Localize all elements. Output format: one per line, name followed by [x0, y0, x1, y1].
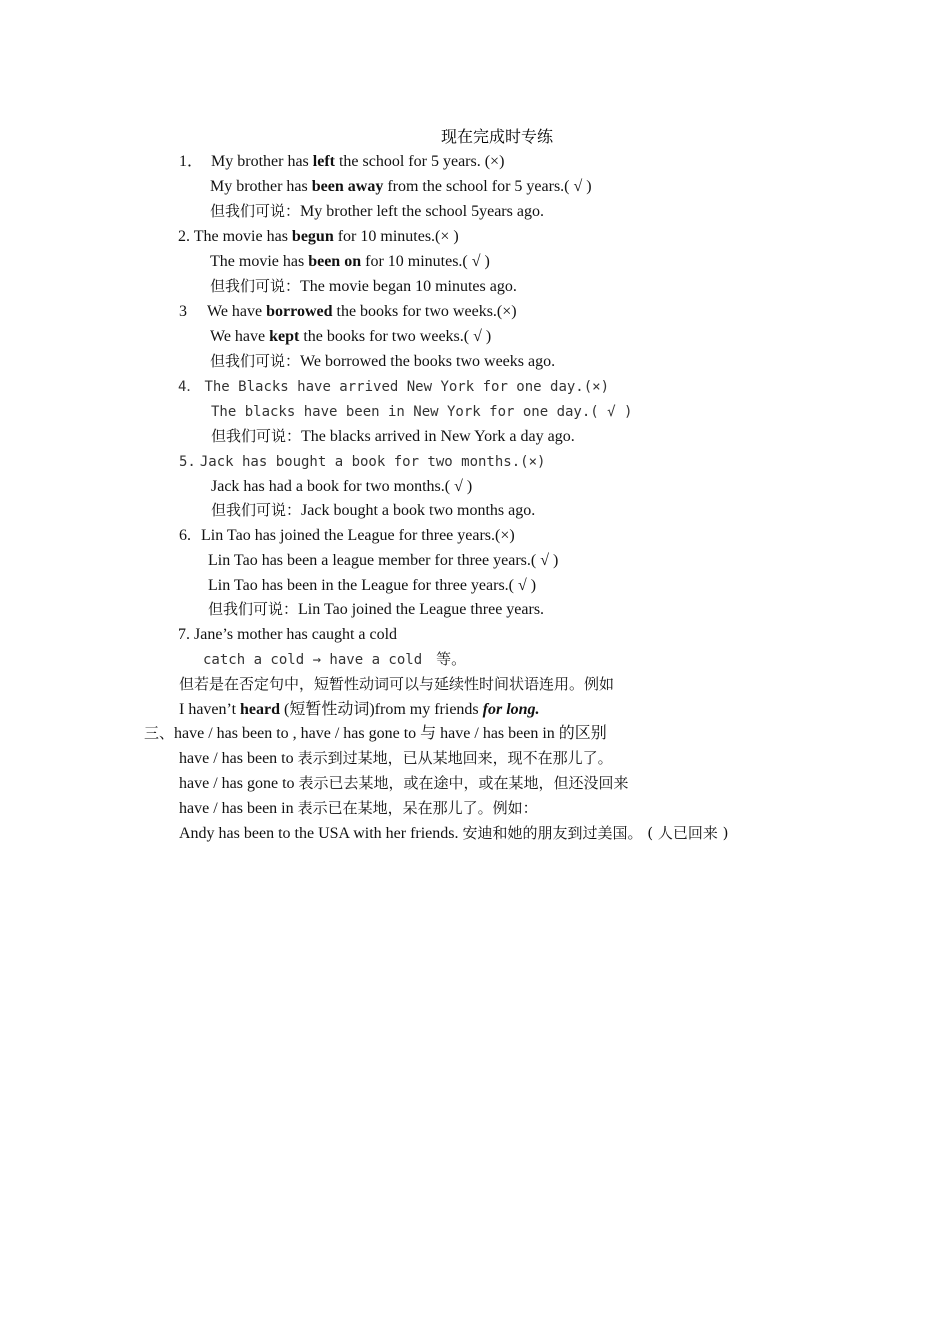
text-line: The blacks have been in New York for one day.( √ ) — [211, 404, 633, 420]
text-line: 3 We have borrowed the books for two weeks.(×) — [179, 303, 517, 320]
item-number: 5. — [179, 454, 196, 470]
text-line: 但我们可说：My brother left the school 5years ago. — [210, 202, 544, 220]
bold-verb: borrowed — [266, 303, 333, 320]
text-line: 但若是在否定句中，短暂性动词可以与延续性时间状语连用。例如 — [179, 675, 615, 693]
page-title: 现在完成时专练 — [440, 127, 553, 146]
item-number: 2. — [178, 228, 190, 245]
item-number: 7. — [178, 626, 190, 643]
text-line: catch a cold → have a cold 等。 — [203, 650, 467, 668]
text-line: have / has been to 表示到过某地，已从某地回来，现不在那儿了。 — [179, 749, 613, 767]
text-line: Lin Tao has been in the League for three years.( √ ) — [208, 577, 537, 594]
text-line: 但我们可说：We borrowed the books two weeks ago. — [210, 352, 556, 370]
item-number: 3 — [179, 303, 187, 320]
text-line: Andy has been to the USA with her friends. 安迪和她的朋友到过美国。 ( 人已回来 ) — [179, 824, 729, 842]
text-line: 6. Lin Tao has joined the League for three years.(×) — [179, 527, 515, 544]
bold-verb: been on — [308, 253, 362, 270]
item-number: 4． — [178, 379, 201, 395]
bold-verb: been away — [311, 178, 384, 195]
bold-verb: kept — [269, 328, 300, 345]
text-line: 但我们可说：The blacks arrived in New York a day ago. — [211, 427, 575, 445]
text-line: 但我们可说：Jack bought a book two months ago. — [211, 501, 536, 519]
text-line: 但我们可说：The movie began 10 minutes ago. — [210, 277, 517, 295]
text-line: 1． My brother has left the school for 5 years. (×) — [179, 153, 505, 170]
bold-verb: heard — [240, 701, 281, 718]
text-line: My brother has been away from the school for 5 years.( √ ) — [210, 178, 592, 195]
text-line: 5. Jack has bought a book for two months.(×) — [179, 454, 546, 470]
text-line: I haven’t heard (短暂性动词)from my friends for long. — [179, 701, 540, 718]
item-number: 6. — [179, 527, 191, 544]
text-line: 4． The Blacks have arrived New York for one day.(×) — [178, 379, 610, 395]
text-line: have / has gone to 表示已去某地，或在途中，或在某地，但还没回来 — [179, 774, 629, 792]
text-line: The movie has been on for 10 minutes.( √ ) — [210, 253, 490, 270]
text-line: Lin Tao has been a league member for three years.( √ ) — [208, 552, 559, 569]
bold-verb: begun — [291, 228, 334, 245]
item-number: 1． — [179, 153, 204, 170]
text-line: 7. Jane’s mother has caught a cold — [178, 626, 398, 643]
text-line: 但我们可说：Lin Tao joined the League three years. — [208, 600, 545, 618]
text-line: We have kept the books for two weeks.( √ ) — [210, 328, 492, 345]
text-line: 2. The movie has begun for 10 minutes.(× ) — [178, 228, 459, 245]
bold-italic-phrase: for long. — [482, 701, 540, 718]
bold-verb: left — [312, 153, 335, 170]
section-heading: 三、have / has been to , have / has gone to 与 have / has been in 的区别 — [144, 724, 607, 742]
text-line: Jack has had a book for two months.( √ ) — [211, 478, 473, 495]
text-line: have / has been in 表示已在某地，呆在那儿了。例如： — [179, 799, 538, 817]
